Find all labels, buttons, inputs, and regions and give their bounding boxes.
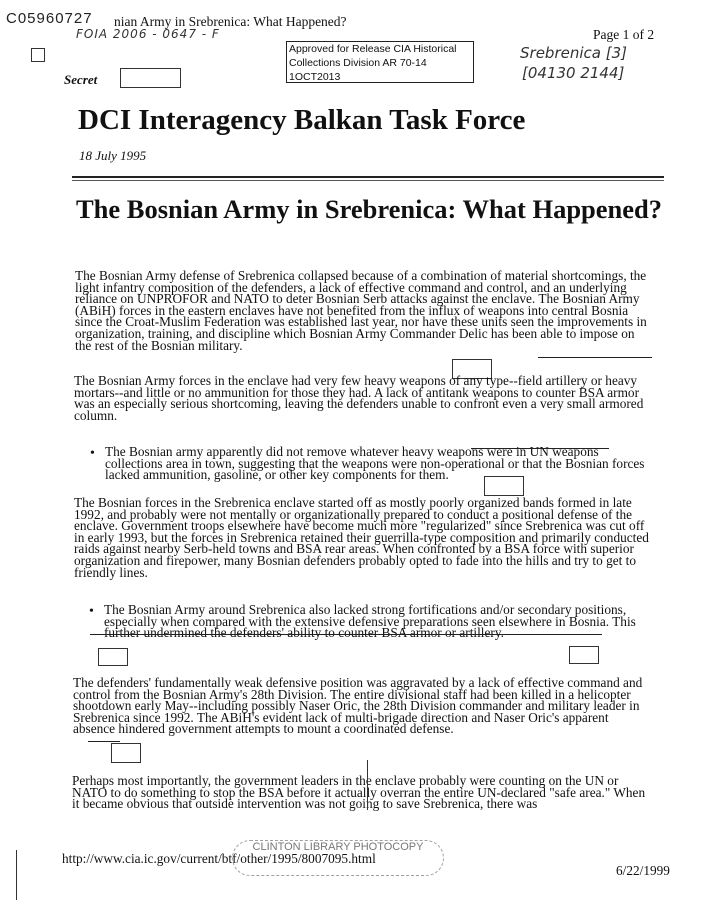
handwritten-note-line-1: Srebrenica [3] xyxy=(520,44,627,62)
paragraph-2: The Bosnian Army forces in the enclave had very few heavy weapons of any type--field artillery or heavy mortars--and little or no ammunition for those they had. A lack of antitank weapons to counter BSA armor was an especially serious shortcoming, leaving the defenders unable to confront even a very small armored column. xyxy=(74,373,644,423)
footer-date: 6/22/1999 xyxy=(616,863,670,878)
page-title: nian Army in Srebrenica: What Happened? xyxy=(114,14,347,29)
margin-checkbox xyxy=(31,48,45,62)
classification-redaction-box xyxy=(120,68,181,88)
footer-url: http://www.cia.ic.gov/current/btf/other/1995/8007095.html xyxy=(62,851,376,866)
paragraph-3: The Bosnian forces in the Srebrenica enclave started off as mostly poorly organized bands formed in late 1992, and probably were not mentally or organizationally prepared to conduct a positional defense of the enclave. Government troops elsewhere have become much more "regularized" since Srebrenica was cut off in early 1993, but the forces in Srebrenica retained their guerrilla-type composition and primarily conducted raids against nearby Serb-held towns and BSA rear areas. When confronted by a BSA force with superior organization and firepower, many Bosnian defenders probably opted to fade into the hills and try to get to friendly lines. xyxy=(74,495,649,580)
handwritten-note-line-2: [04130 2144] xyxy=(522,64,625,82)
release-stamp xyxy=(286,41,474,83)
report-date: 18 July 1995 xyxy=(79,148,147,163)
divider-rule-thin xyxy=(72,180,664,181)
release-stamp-line-1: Approved for Release CIA Historical xyxy=(289,43,457,55)
foia-handwritten-note: FOIA 2006 - 0647 - F xyxy=(76,27,220,41)
paragraph-5: Perhaps most importantly, the government leaders in the enclave probably were counting on the UN or NATO to do something to stop the BSA before it actually overran the entire UN-declared "safe area." When it became obvious that outside intervention was not going to save Srebrenica, there was xyxy=(72,773,646,812)
redaction-box xyxy=(484,476,524,496)
underline-mark xyxy=(90,634,602,635)
scan-mark-line xyxy=(367,760,368,810)
bullet-dot: • xyxy=(90,446,95,461)
paragraph-4: The defenders' fundamentally weak defensive position was aggravated by a lack of effective command and control from the Bosnian Army's 28th Division. The entire divisional staff had been killed in a helicopter shootdown early May--including possibly Naser Oric, the 28th Division commander and military leader in Srebrenica since 1992. The ABiH's evident lack of multi-brigade direction and Naser Oric's apparent absence hindered government attempts to mount a coordinated defense. xyxy=(73,675,643,737)
library-photocopy-stamp xyxy=(232,840,444,876)
redaction-box xyxy=(569,646,599,664)
classification-label: Secret xyxy=(64,72,98,87)
bullet-dot: • xyxy=(89,604,94,619)
underline-mark xyxy=(538,357,652,358)
task-force-heading: DCI Interagency Balkan Task Force xyxy=(78,104,526,136)
paragraph-1: The Bosnian Army defense of Srebrenica collapsed because of a combination of material shortcomings, the light infantry composition of the defenders, a lack of effective command and control, and an underlying reliance on UNPROFOR and NATO to deter Bosnian Serb attacks against the enclave. The Bosnian Army (ABiH) forces in the eastern enclaves have not benefited from the influx of weapons into central Bosnia since the Croat-Muslim Federation was established last year, nor have these units seen the improvements in organization, training, and discipline which Bosnian Army Commander Delic has been able to impose on the rest of the Bosnian military. xyxy=(75,268,647,353)
redaction-box xyxy=(111,743,141,763)
document-id: C05960727 xyxy=(6,10,93,27)
article-title: The Bosnian Army in Srebrenica: What Happened? xyxy=(76,194,663,224)
bullet-paragraph-2: The Bosnian Army around Srebrenica also lacked strong fortifications and/or secondary positions, especially when compared with the extensive defensive preparations seen elsewhere in Bosnia. This further undermined the defenders' ability to counter BSA armor or artillery. xyxy=(104,602,636,641)
redaction-box xyxy=(98,648,128,666)
bullet-paragraph-1: The Bosnian army apparently did not remove whatever heavy weapons were in UN weapons collections area in town, suggesting that the weapons were non-operational or that the Bosnian forces lacked ammunition, gasoline, or other key components for them. xyxy=(105,444,645,483)
page-number: Page 1 of 2 xyxy=(593,27,655,42)
release-stamp-line-3: 1OCT2013 xyxy=(289,71,341,83)
underline-mark xyxy=(88,741,120,742)
scan-mark-line xyxy=(16,850,17,900)
divider-rule xyxy=(72,176,664,178)
library-photocopy-stamp-text: CLINTON LIBRARY PHOTOCOPY xyxy=(252,841,424,853)
release-stamp-line-2: Collections Division AR 70-14 xyxy=(289,57,427,69)
underline-mark xyxy=(471,448,609,449)
